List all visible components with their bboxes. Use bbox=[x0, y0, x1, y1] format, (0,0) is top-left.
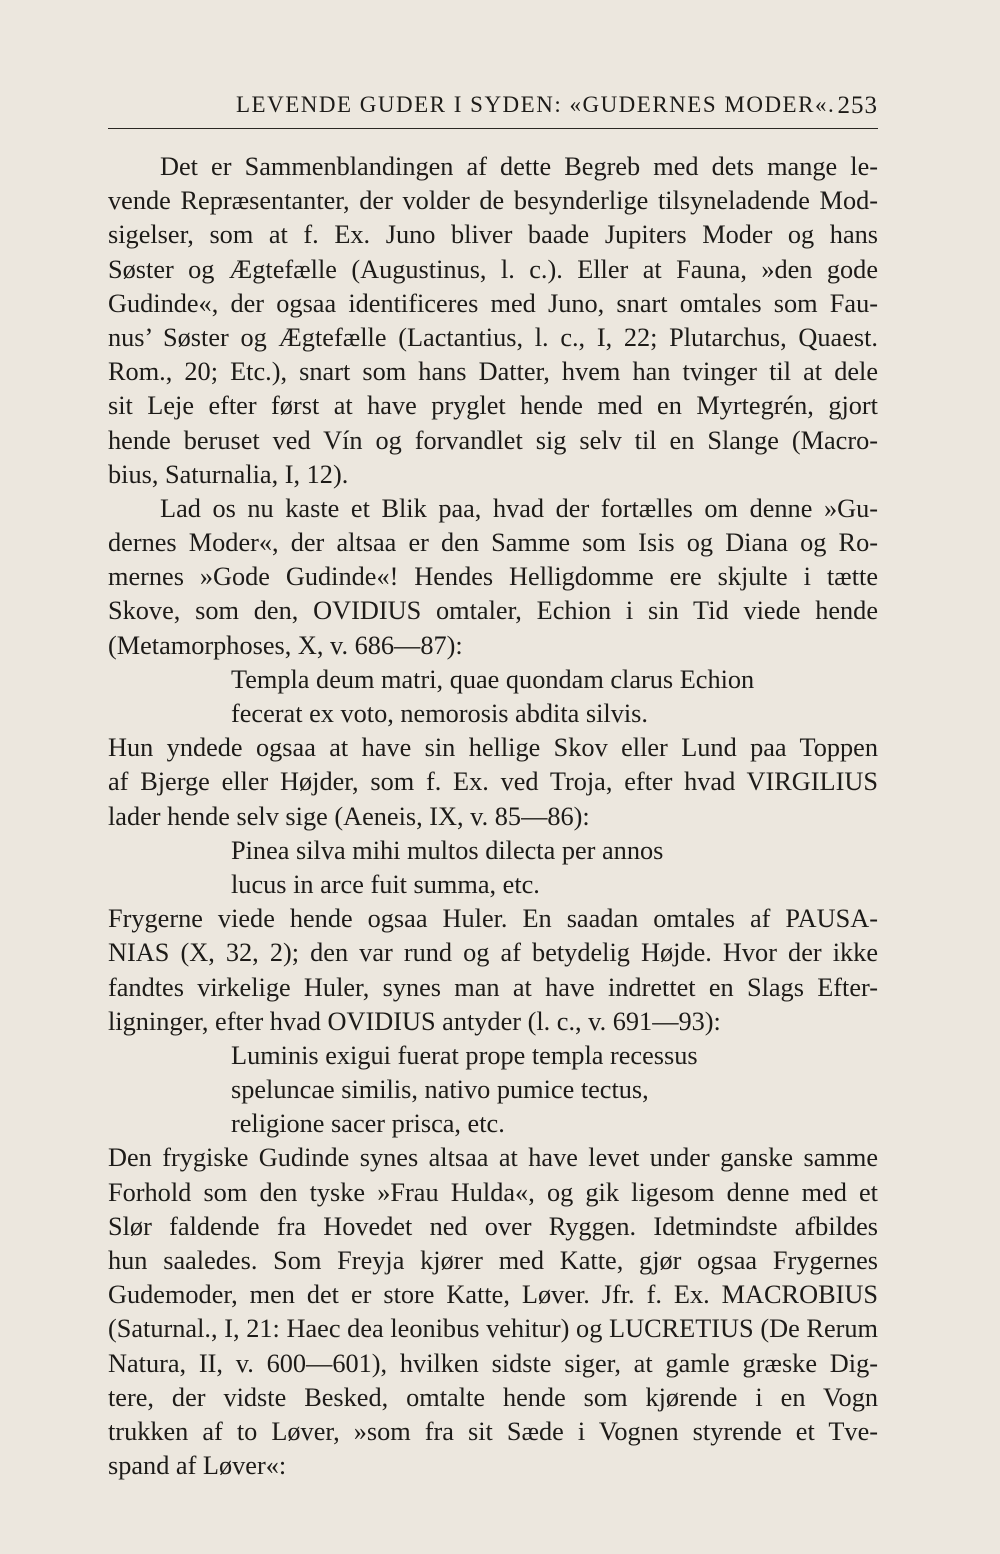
text-line: religione sacer prisca, etc. bbox=[231, 1109, 505, 1139]
text-line: ligninger, efter hvad OVIDIUS antyder (l. c., v. 691—93): bbox=[108, 1006, 721, 1036]
text-line: Gudemoder, men det er store Katte, Løver. Jfr. f. Ex. MACROBIUS bbox=[108, 1280, 878, 1310]
text-line: Gudinde«, der ogsaa identificeres med Juno, snart omtales som Fau- bbox=[108, 288, 878, 318]
text-line: NIAS (X, 32, 2); den var rund og af betydelig Højde. Hvor der ikke bbox=[108, 938, 878, 968]
text-line: sit Leje efter først at have pryglet hende med en Myrtegrén, gjort bbox=[108, 391, 878, 421]
body-text bbox=[108, 150, 878, 1483]
text-line: fecerat ex voto, nemorosis abdita silvis. bbox=[231, 699, 648, 728]
text-line: sigelser, som at f. Ex. Juno bliver baade Jupiters Moder og hans bbox=[108, 220, 878, 250]
text-line: af Bjerge eller Højder, som f. Ex. ved Troja, efter hvad VIRGILIUS bbox=[108, 767, 878, 797]
text-line: nus’ Søster og Ægtefælle (Lactantius, l. c., I, 22; Plutarchus, Quaest. bbox=[108, 322, 878, 352]
text-line: fandtes virkelige Huler, synes man at have indrettet en Slags Efter- bbox=[108, 972, 878, 1002]
page-header bbox=[108, 88, 878, 129]
text-line: hende beruset ved Vín og forvandlet sig selv til en Slange (Macro- bbox=[108, 425, 878, 455]
text-line: Rom., 20; Etc.), snart som hans Datter, hvem han tvinger til at dele bbox=[108, 357, 878, 387]
text-line: Pinea silva mihi multos dilecta per annos bbox=[231, 835, 664, 865]
text-line: speluncae similis, nativo pumice tectus, bbox=[231, 1075, 649, 1105]
text-line: hun saaledes. Som Freyja kjører med Katte, gjør ogsaa Frygernes bbox=[108, 1246, 878, 1275]
text-line: tere, der vidste Besked, omtalte hende som kjørende i en Vogn bbox=[108, 1382, 878, 1412]
text-line: trukken af to Løver, »som fra sit Sæde i Vognen styrende et Tve- bbox=[108, 1416, 878, 1446]
page-number: 253 bbox=[837, 92, 878, 119]
text-line: lucus in arce fuit summa, etc. bbox=[231, 869, 540, 899]
text-line: mernes »Gode Gudinde«! Hendes Helligdomme ere skjulte i tætte bbox=[108, 562, 878, 592]
text-line: Det er Sammenblandingen af dette Begreb med dets mange le- bbox=[160, 152, 878, 181]
text-line: bius, Saturnalia, I, 12). bbox=[108, 459, 349, 489]
text-line: Skove, som den, OVIDIUS omtaler, Echion i sin Tid viede hende bbox=[108, 596, 878, 626]
text-line: Den frygiske Gudinde synes altsaa at have levet under ganske samme bbox=[108, 1143, 878, 1173]
text-line: Hun yndede ogsaa at have sin hellige Skov eller Lund paa Toppen bbox=[108, 733, 878, 763]
text-line: Templa deum matri, quae quondam clarus Echion bbox=[231, 664, 755, 694]
text-line: dernes Moder«, der altsaa er den Samme som Isis og Diana og Ro- bbox=[108, 528, 878, 558]
text-line: vende Repræsentanter, der volder de besynderlige tilsyneladende Mod- bbox=[108, 186, 878, 216]
text-line: Lad os nu kaste et Blik paa, hvad der fortælles om denne »Gu- bbox=[160, 493, 878, 523]
text-line: Luminis exigui fuerat prope templa recessus bbox=[231, 1040, 698, 1070]
text-line: spand af Løver«: bbox=[108, 1451, 287, 1481]
text-line: lader hende selv sige (Aeneis, IX, v. 85—86): bbox=[108, 801, 590, 831]
text-line: Slør faldende fra Hovedet ned over Ryggen. Idetmindste afbildes bbox=[108, 1211, 878, 1241]
text-line: Forhold som den tyske »Frau Hulda«, og gik ligesom denne med et bbox=[108, 1177, 878, 1207]
running-title: LEVENDE GUDER I SYDEN: «GUDERNES MODER«. bbox=[236, 92, 836, 117]
text-line: (Metamorphoses, X, v. 686—87): bbox=[108, 630, 463, 660]
text-line: Søster og Ægtefælle (Augustinus, l. c.). Eller at Fauna, »den gode bbox=[108, 254, 878, 284]
text-line: Natura, II, v. 600—601), hvilken sidste siger, at gamle græske Dig- bbox=[108, 1348, 878, 1378]
text-line: Frygerne viede hende ogsaa Huler. En saadan omtales af PAUSA- bbox=[108, 904, 878, 934]
text-line: (Saturnal., I, 21: Haec dea leonibus vehitur) og LUCRETIUS (De Rerum bbox=[108, 1314, 878, 1344]
